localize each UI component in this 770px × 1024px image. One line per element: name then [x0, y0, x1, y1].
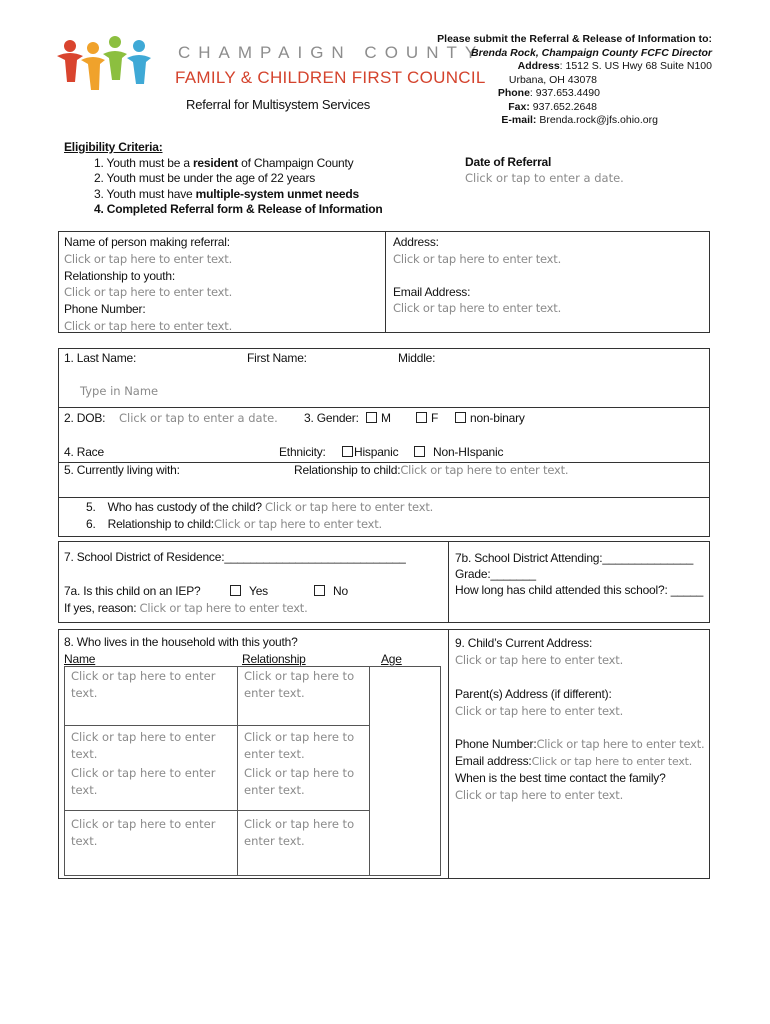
- grade: Grade:_______: [455, 567, 536, 581]
- non-hispanic-option[interactable]: Non-HIspanic: [414, 445, 503, 459]
- gender-nb-option[interactable]: non-binary: [455, 411, 525, 425]
- iep-reason-field[interactable]: Click or tap here to enter text.: [139, 601, 308, 615]
- iep-no-option[interactable]: No: [314, 584, 348, 598]
- submit-city: Urbana, OH 43078: [508, 73, 597, 86]
- criterion-2: 2. Youth must be under the age of 22 years: [94, 171, 316, 185]
- criterion-4: 4. Completed Referral form & Release of Information: [94, 202, 383, 216]
- first-name-label: First Name:: [247, 351, 307, 365]
- school-attending: [455, 550, 703, 598]
- referrer-name-field[interactable]: Click or tap here to enter text.: [64, 251, 233, 266]
- referrer-email-label: Email Address:: [393, 284, 471, 299]
- date-of-referral-field[interactable]: Click or tap to enter a date.: [465, 171, 624, 185]
- household-col-relationship: Relationship: [242, 652, 306, 666]
- household-row-4-name[interactable]: Click or tap here to enter text.: [71, 817, 216, 848]
- referrer-address-label: Address:: [393, 235, 439, 249]
- hispanic-option[interactable]: Hispanic: [342, 445, 398, 459]
- gender-label: 3. Gender:: [304, 411, 359, 425]
- name-field[interactable]: Type in Name: [80, 384, 159, 398]
- referrer-phone-field[interactable]: Click or tap here to enter text.: [64, 318, 233, 333]
- hispanic-checkbox[interactable]: [342, 446, 353, 457]
- district-attending: 7b. School District Attending:______________: [455, 551, 694, 565]
- parent-address-label: Parent(s) Address (if different):: [455, 687, 612, 701]
- household-row-2-name[interactable]: Click or tap here to enter text.: [71, 730, 216, 761]
- director-name: Brenda Rock, Champaign County FCFC Director: [471, 46, 712, 59]
- referrer-left: [64, 234, 232, 335]
- best-contact-time-label: When is the best time contact the family?: [455, 771, 666, 785]
- org-name-line2: FAMILY & CHILDREN FIRST COUNCIL: [175, 68, 486, 87]
- living-with-label: 5. Currently living with:: [64, 463, 180, 477]
- household-row-3-name[interactable]: Click or tap here to enter text.: [71, 766, 216, 797]
- referrer-right: [393, 234, 561, 317]
- referrer-phone-label: Phone Number:: [64, 302, 146, 317]
- date-of-referral-label: Date of Referral: [465, 155, 552, 169]
- submit-title: Please submit the Referral & Release of Information to:: [437, 33, 712, 45]
- gender-m-checkbox[interactable]: [366, 412, 377, 423]
- relationship-to-child-field[interactable]: Click or tap here to enter text.: [400, 463, 569, 477]
- referrer-name-label: Name of person making referral:: [64, 235, 230, 249]
- submit-address: Address: 1512 S. US Hwy 68 Suite N100: [517, 60, 712, 72]
- referrer-relationship-field[interactable]: Click or tap here to enter text.: [64, 285, 233, 300]
- criterion-3: 3. Youth must have multiple-system unmet needs: [94, 186, 359, 201]
- custody-field[interactable]: Click or tap here to enter text.: [265, 500, 434, 514]
- non-hispanic-checkbox[interactable]: [414, 446, 425, 457]
- parent-address-field[interactable]: Click or tap here to enter text.: [455, 704, 624, 718]
- gender-nb-checkbox[interactable]: [455, 412, 466, 423]
- household-col-name: Name: [64, 652, 96, 666]
- best-contact-time-field[interactable]: Click or tap here to enter text.: [455, 788, 624, 802]
- household-row-1-name[interactable]: Click or tap here to enter text.: [71, 669, 216, 700]
- iep-yes-checkbox[interactable]: [230, 585, 241, 596]
- criterion-1: 1. Youth must be a resident of Champaign County: [94, 155, 354, 170]
- child-address-title: 9. Child’s Current Address:: [455, 636, 593, 650]
- relationship2-field[interactable]: Click or tap here to enter text.: [213, 517, 382, 531]
- district-residence: 7. School District of Residence:____________________________: [64, 550, 406, 564]
- family-phone-row: Phone Number:Click or tap here to enter text.: [455, 737, 705, 751]
- iep-no-checkbox[interactable]: [314, 585, 325, 596]
- referrer-relationship-label: Relationship to youth:: [64, 268, 176, 283]
- household-row-4-relationship[interactable]: Click or tap here to enter text.: [244, 817, 355, 848]
- race-label: 4. Race: [64, 445, 104, 459]
- household-row-3-relationship[interactable]: Click or tap here to enter text.: [244, 766, 355, 797]
- referrer-email-field[interactable]: Click or tap here to enter text.: [393, 301, 562, 316]
- middle-name-label: Middle:: [398, 351, 436, 365]
- child-address-block: [455, 635, 705, 804]
- referrer-address-field[interactable]: Click or tap here to enter text.: [393, 251, 562, 266]
- custody-row: 5. Who has custody of the child? Click or tap here to enter text.: [86, 500, 434, 514]
- household-row-2-relationship[interactable]: Click or tap here to enter text.: [244, 730, 355, 761]
- eligibility-criteria: [64, 140, 383, 218]
- family-email-row: Email address:Click or tap here to enter text.: [455, 754, 693, 768]
- attendance-length: How long has child attended this school?: _____: [455, 583, 704, 597]
- logo: [55, 34, 170, 106]
- ethnicity-label: Ethnicity:: [279, 445, 326, 459]
- family-email-field[interactable]: Click or tap here to enter text.: [531, 755, 693, 768]
- submit-info: [412, 33, 712, 128]
- iep-yes-option[interactable]: Yes: [230, 584, 268, 598]
- submit-fax: Fax: 937.652.2648: [508, 100, 597, 113]
- iep-question: 7a. Is this child on an IEP?: [64, 584, 201, 598]
- gender-m-option[interactable]: M: [366, 411, 391, 425]
- org-name-line1: CHAMPAIGN COUNTY: [178, 43, 485, 62]
- dob-field[interactable]: Click or tap to enter a date.: [119, 411, 278, 425]
- household-row-1-relationship[interactable]: Click or tap here to enter text.: [244, 669, 355, 700]
- relationship-to-child: Relationship to child:Click or tap here to enter text.: [294, 463, 569, 477]
- household-col-age: Age: [381, 652, 402, 666]
- child-address-field[interactable]: Click or tap here to enter text.: [455, 653, 624, 667]
- household-title: 8. Who lives in the household with this youth?: [64, 635, 298, 649]
- family-phone-field[interactable]: Click or tap here to enter text.: [536, 737, 705, 751]
- iep-reason: If yes, reason: Click or tap here to enter text.: [64, 601, 308, 615]
- submit-email: E-mail: Brenda.rock@jfs.ohio.org: [501, 114, 658, 126]
- form-title: Referral for Multisystem Services: [186, 97, 371, 112]
- dob-label: 2. DOB:: [64, 411, 106, 425]
- submit-phone: Phone: 937.653.4490: [497, 87, 600, 99]
- eligibility-title: Eligibility Criteria:: [64, 140, 163, 154]
- gender-f-checkbox[interactable]: [416, 412, 427, 423]
- last-name-label: 1. Last Name:: [64, 351, 137, 365]
- logo-figures-icon: [55, 34, 170, 106]
- relationship2-row: 6. Relationship to child:Click or tap here to enter text.: [86, 517, 382, 531]
- gender-f-option[interactable]: F: [416, 411, 438, 425]
